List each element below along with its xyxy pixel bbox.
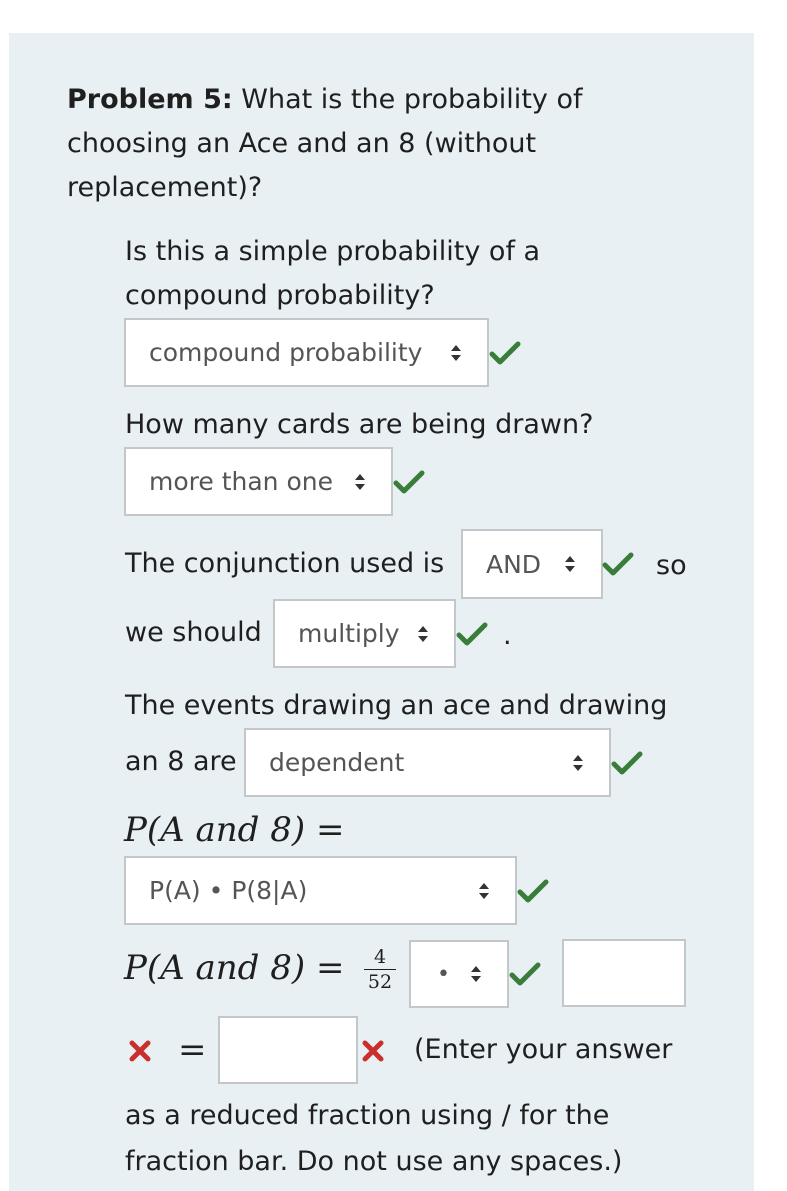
incorrect-cross-icon xyxy=(362,1040,384,1062)
operator-select[interactable] xyxy=(409,940,509,1008)
q2-question: How many cards are being drawn? xyxy=(125,409,594,440)
dependence-value: dependent xyxy=(269,748,405,777)
problem-label: Problem 5: xyxy=(67,84,233,115)
select-arrows-icon xyxy=(478,882,490,900)
second-probability-input[interactable] xyxy=(562,939,686,1007)
select-arrows-icon xyxy=(564,555,576,573)
problem-line-2: choosing an Ace and an 8 (without xyxy=(67,128,537,159)
correct-check-icon xyxy=(509,962,541,986)
q1-line-2: compound probability? xyxy=(125,280,435,311)
correct-check-icon xyxy=(611,751,643,775)
operator-value: • xyxy=(437,961,450,987)
correct-check-icon xyxy=(602,552,634,576)
fraction-4-52 xyxy=(364,946,396,993)
formula-value: P(A) • P(8|A) xyxy=(149,876,308,905)
hint-line-1: (Enter your answer xyxy=(414,1034,673,1065)
final-answer-input[interactable] xyxy=(218,1016,358,1084)
problem-line-1: What is the probability of xyxy=(232,84,583,115)
correct-check-icon xyxy=(456,622,488,646)
select-arrows-icon xyxy=(417,625,429,643)
operation-period: . xyxy=(503,620,512,651)
hint-line-2: as a reduced fraction using / for the xyxy=(125,1100,610,1131)
probability-type-select[interactable] xyxy=(124,318,489,387)
conjunction-select[interactable] xyxy=(461,529,603,599)
select-arrows-icon xyxy=(354,473,366,491)
operation-select[interactable] xyxy=(273,599,456,668)
correct-check-icon xyxy=(517,879,549,903)
dependence-select[interactable] xyxy=(244,728,611,797)
cards-drawn-select[interactable] xyxy=(124,447,393,516)
operation-prefix: we should xyxy=(125,617,262,648)
formula-select[interactable] xyxy=(124,856,517,925)
incorrect-cross-icon xyxy=(129,1040,151,1062)
cards-drawn-value: more than one xyxy=(149,467,333,496)
problem-statement xyxy=(67,82,583,206)
q1-line-1: Is this a simple probability of a xyxy=(125,236,541,267)
select-arrows-icon xyxy=(572,754,584,772)
q1-question xyxy=(125,234,540,314)
correct-check-icon xyxy=(393,470,425,494)
fraction-numerator: 4 xyxy=(373,946,387,968)
select-arrows-icon xyxy=(450,344,462,362)
formula-2-lhs: P(A and 8) = xyxy=(124,948,345,988)
correct-check-icon xyxy=(489,341,521,365)
events-prefix: an 8 are xyxy=(125,746,237,777)
final-equals: = xyxy=(178,1030,207,1070)
hint-line-3: fraction bar. Do not use any spaces.) xyxy=(125,1146,623,1177)
conjunction-value: AND xyxy=(486,549,542,579)
probability-type-value: compound probability xyxy=(149,338,423,367)
problem-line-3: replacement)? xyxy=(67,172,263,203)
fraction-denominator: 52 xyxy=(367,971,393,993)
conjunction-suffix: so xyxy=(656,550,687,581)
conjunction-prefix: The conjunction used is xyxy=(125,548,445,579)
formula-1-lhs: P(A and 8) = xyxy=(124,810,345,850)
events-line-1: The events drawing an ace and drawing xyxy=(125,690,668,721)
select-arrows-icon xyxy=(470,965,482,983)
operation-value: multiply xyxy=(298,619,400,648)
